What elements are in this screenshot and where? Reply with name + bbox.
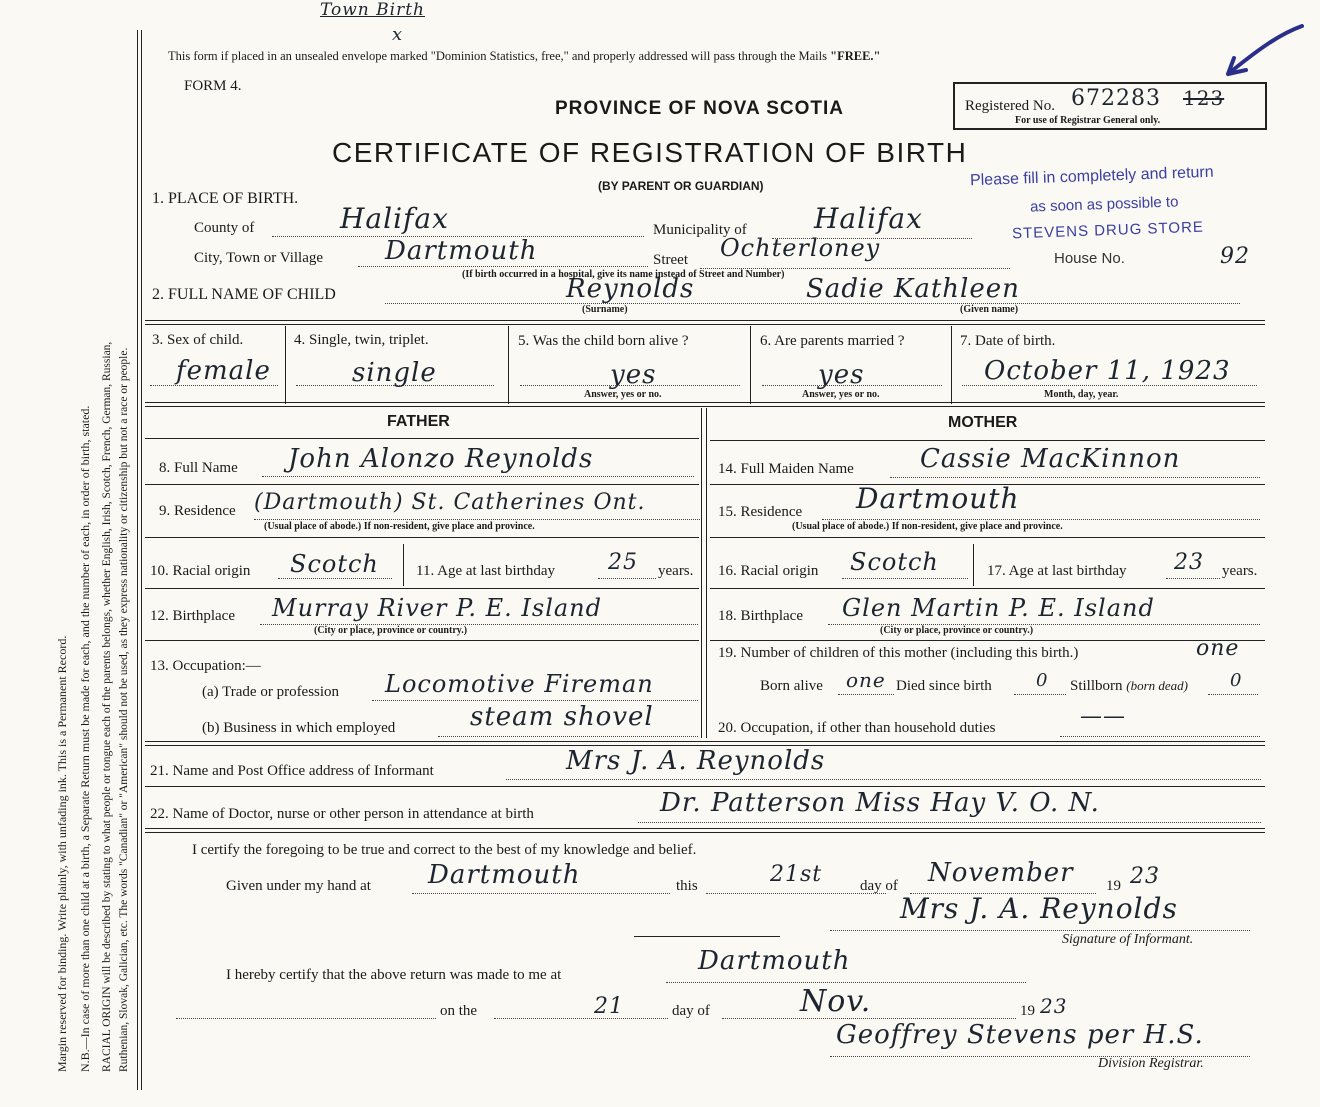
father-racial-label: 10. Racial origin — [150, 563, 251, 579]
father-business-label: (b) Business in which employed — [202, 720, 396, 736]
date-of-birth-label: 7. Date of birth. — [960, 333, 1056, 349]
margin-rule-2 — [141, 30, 142, 1090]
stillborn-label — [1070, 678, 1188, 695]
municipality-value: Halifax — [814, 202, 923, 235]
date-of-birth-caption: Month, day, year. — [1044, 389, 1119, 400]
given-caption: (Given name) — [960, 304, 1019, 315]
county-value: Halifax — [340, 202, 449, 235]
date-of-birth-value: October 11, 1923 — [984, 356, 1231, 386]
mother-name-label: 14. Full Maiden Name — [718, 461, 854, 477]
mother-children-label: 19. Number of children of this mother (including this birth.) — [718, 645, 1079, 661]
city-label: City, Town or Village — [194, 250, 324, 266]
given-this-label: this — [676, 878, 698, 894]
registrar-day-dots — [494, 1018, 668, 1019]
mother-residence-label: 15. Residence — [718, 504, 803, 520]
father-racial-value: Scotch — [290, 550, 379, 578]
mother-age-dots — [1166, 578, 1220, 579]
sex-label: 3. Sex of child. — [152, 332, 244, 348]
father-trade-label: (a) Trade or profession — [202, 684, 340, 700]
detail-divider-4 — [951, 326, 952, 404]
father-residence-label: 9. Residence — [159, 503, 236, 519]
place-of-birth-label: 1. PLACE OF BIRTH. — [152, 190, 299, 207]
stamp-line-2: as soon as possible to — [1029, 193, 1179, 216]
given-year-prefix: 19 — [1106, 878, 1121, 894]
informant-rule — [145, 786, 1265, 787]
registrar-place-dots — [666, 982, 1026, 983]
town-birth-annotation: Town Birth — [320, 0, 425, 20]
father-birthplace-caption: (City or place, province or country.) — [314, 625, 468, 636]
father-racial-rule — [145, 588, 699, 589]
child-surname-value: Reynolds — [566, 274, 695, 304]
registrar-month-value: Nov. — [800, 984, 872, 1019]
given-place-value: Dartmouth — [428, 860, 581, 890]
died-since-birth-dots — [1014, 694, 1066, 695]
child-given-value: Sadie Kathleen — [806, 274, 1020, 304]
margin-note-multiple-births: N.B.—In case of more than one child at a birth, a Separate Return must be made for each, and the number of each, in order of birth, stated. — [78, 405, 92, 1072]
registrar-year-prefix: 19 — [1020, 1003, 1035, 1019]
registered-label: Registered No. — [965, 98, 1055, 114]
given-under-label: Given under my hand at — [226, 878, 371, 894]
died-since-birth-value: 0 — [1036, 670, 1049, 691]
mother-birthplace-caption: (City or place, province or country.) — [880, 625, 1034, 636]
father-trade-dots — [372, 700, 698, 701]
parents-divider — [701, 408, 702, 738]
mother-heading-rule — [710, 440, 1265, 441]
sex-value: female — [176, 356, 271, 386]
hospital-note: (If birth occurred in a hospital, give its name instead of Street and Number) — [462, 269, 785, 280]
informant-value: Mrs J. A. Reynolds — [566, 746, 826, 776]
registrar-signature: Geoffrey Stevens per H.S. — [836, 1020, 1204, 1050]
county-label: County of — [194, 220, 255, 236]
certificate-subtitle: (BY PARENT OR GUARDIAN) — [598, 179, 764, 193]
mother-occupation-dots — [1060, 736, 1260, 737]
rule-after-details — [145, 402, 1265, 407]
certificate-title: CERTIFICATE OF REGISTRATION OF BIRTH — [332, 137, 968, 168]
mother-occupation-value: —— — [1080, 704, 1126, 729]
margin-note-racial-origin: RACIAL ORIGIN will be described by stating to what people or tongue each of the parents belongs, whether English, Irish, Scotch, French, German, Russian, — [101, 341, 113, 1072]
father-name-label: 8. Full Name — [159, 460, 238, 476]
informant-signature: Mrs J. A. Reynolds — [900, 892, 1178, 925]
father-racial-divider — [403, 544, 404, 586]
informant-dots — [506, 779, 1261, 780]
father-age-value: 25 — [608, 550, 638, 575]
father-business-dots — [438, 736, 698, 737]
doctor-value: Dr. Patterson Miss Hay V. O. N. — [660, 788, 1100, 818]
father-age-unit: years. — [658, 563, 694, 579]
mail-notice: This form if placed in an unsealed envelope marked "Dominion Statistics, free," and properly addressed will pass through the Mails "FREE." — [168, 49, 881, 63]
parents-married-value: yes — [818, 360, 865, 390]
father-name-dots — [262, 476, 694, 477]
given-day-value: 21st — [770, 862, 823, 887]
city-value: Dartmouth — [385, 236, 538, 266]
registrar-year-value: 23 — [1040, 994, 1068, 1018]
registrar-statement: I hereby certify that the above return was made to me at — [226, 967, 562, 983]
margin-rule — [137, 30, 138, 1090]
street-value: Ochterloney — [720, 234, 881, 262]
registrar-on-dots — [176, 1018, 436, 1019]
certify-statement: I certify the foregoing to be true and correct to the best of my knowledge and belief. — [192, 842, 697, 858]
mother-age-value: 23 — [1174, 550, 1204, 575]
informant-label: 21. Name and Post Office address of Informant — [150, 763, 434, 779]
given-day-of-label: day of — [860, 878, 898, 894]
given-month-value: November — [928, 858, 1074, 888]
informant-signature-caption: Signature of Informant. — [1062, 932, 1194, 947]
child-name-label: 2. FULL NAME OF CHILD — [152, 286, 336, 303]
born-alive-caption: Answer, yes or no. — [584, 389, 662, 400]
registrar-note: For use of Registrar General only. — [1015, 115, 1161, 126]
father-heading-rule — [145, 438, 699, 439]
father-age-label: 11. Age at last birthday — [416, 563, 555, 579]
father-heading: FATHER — [387, 413, 450, 430]
form-number: FORM 4. — [184, 78, 242, 94]
doctor-label: 22. Name of Doctor, nurse or other person in attendance at birth — [150, 806, 534, 822]
municipality-label: Municipality of — [653, 222, 747, 238]
margin-note-binding: Margin reserved for binding. Write plainly, with unfading ink. This is a Permanent Record. — [55, 635, 69, 1072]
parents-divider-2 — [706, 408, 707, 738]
top-mark: x — [392, 24, 404, 45]
house-value: 92 — [1220, 244, 1250, 269]
province-heading: PROVINCE OF NOVA SCOTIA — [555, 98, 845, 119]
mother-birthplace-value: Glen Martin P. E. Island — [842, 594, 1155, 622]
mother-racial-dots — [842, 578, 968, 579]
detail-divider-3 — [750, 326, 751, 404]
mother-racial-label: 16. Racial origin — [718, 563, 819, 579]
father-birthplace-label: 12. Birthplace — [150, 608, 235, 624]
registrar-place-value: Dartmouth — [698, 946, 851, 976]
margin-note-racial-origin-2: Ruthenian, Slovak, Galician, etc. The words "Canadian" or "American" should not be used, as they express nationality or citizenship but not a race or people. — [118, 347, 130, 1072]
given-place-dots — [412, 893, 670, 894]
detail-divider-2 — [508, 326, 509, 404]
mother-birthplace-rule — [710, 640, 1265, 641]
father-residence-caption: (Usual place of abode.) If non-resident, give place and province. — [264, 521, 535, 532]
given-year-value: 23 — [1130, 864, 1160, 889]
father-birthplace-rule — [145, 640, 699, 641]
registrar-day-of-label: day of — [672, 1003, 710, 1019]
father-birthplace-value: Murray River P. E. Island — [272, 594, 603, 622]
mother-birthplace-label: 18. Birthplace — [718, 608, 803, 624]
father-business-value: steam shovel — [470, 702, 654, 732]
stillborn-value: 0 — [1230, 670, 1243, 691]
mother-racial-value: Scotch — [850, 548, 939, 576]
father-name-value: John Alonzo Reynolds — [288, 444, 594, 474]
father-occupation-label: 13. Occupation:— — [150, 658, 261, 674]
surname-caption: (Surname) — [582, 304, 628, 315]
mother-heading: MOTHER — [948, 414, 1018, 431]
father-residence-dots — [254, 519, 700, 520]
plurality-value: single — [352, 358, 437, 388]
detail-divider-1 — [285, 326, 286, 404]
parents-married-label: 6. Are parents married ? — [760, 333, 905, 349]
mother-age-unit: years. — [1222, 563, 1258, 579]
mother-residence-dots — [822, 519, 1260, 520]
mother-racial-rule — [710, 588, 1265, 589]
registered-box — [953, 82, 1267, 130]
mother-residence-caption: (Usual place of abode.) If non-resident, give place and province. — [792, 521, 1063, 532]
father-trade-value: Locomotive Fireman — [385, 670, 654, 698]
father-age-dots — [598, 578, 656, 579]
mother-occupation-label: 20. Occupation, if other than household duties — [718, 720, 996, 736]
father-residence-value: (Dartmouth) St. Catherines Ont. — [254, 490, 646, 515]
stamp-line-3: STEVENS DRUG STORE — [1011, 218, 1205, 243]
stillborn-note: (born dead) — [1126, 678, 1189, 693]
born-alive-count-value: one — [846, 668, 886, 692]
mother-residence-rule — [710, 537, 1265, 538]
registrar-caption: Division Registrar. — [1098, 1056, 1204, 1071]
registered-struck-number: 123 — [1183, 86, 1225, 110]
registrar-separator — [634, 936, 780, 937]
stamp-line-1: Please fill in completely and return — [969, 163, 1214, 190]
mother-children-value: one — [1196, 636, 1240, 661]
born-alive-count-dots — [838, 694, 894, 695]
born-alive-label: 5. Was the child born alive ? — [518, 333, 689, 349]
mother-name-value: Cassie MacKinnon — [920, 444, 1181, 474]
parents-married-caption: Answer, yes or no. — [802, 389, 880, 400]
mother-racial-divider — [973, 544, 974, 586]
father-name-rule — [145, 484, 699, 485]
registered-number: 672283 — [1071, 86, 1161, 111]
mother-residence-value: Dartmouth — [856, 482, 1020, 515]
plurality-label: 4. Single, twin, triplet. — [294, 332, 429, 348]
rule-after-child-name — [145, 320, 1265, 325]
born-alive-value: yes — [610, 360, 657, 390]
informant-signature-dots — [830, 930, 1250, 931]
registrar-on-label: on the — [440, 1003, 478, 1019]
mother-age-label: 17. Age at last birthday — [987, 563, 1127, 579]
stillborn-dots — [1208, 694, 1258, 695]
mother-name-dots — [890, 477, 1260, 478]
stillborn-label-text: Stillborn — [1070, 678, 1123, 694]
city-dots — [358, 266, 648, 267]
father-racial-dots — [278, 578, 392, 579]
father-residence-rule — [145, 537, 699, 538]
arrow-annotation-icon — [1220, 22, 1304, 82]
born-alive-count-label: Born alive — [760, 678, 823, 694]
given-day-dots — [706, 893, 886, 894]
rule-after-doctor — [145, 828, 1265, 833]
died-since-birth-label: Died since birth — [896, 678, 992, 694]
house-label: House No. — [1054, 250, 1125, 267]
registrar-day-value: 21 — [594, 994, 624, 1019]
street-label: Street — [653, 252, 688, 268]
doctor-dots — [638, 822, 1261, 823]
